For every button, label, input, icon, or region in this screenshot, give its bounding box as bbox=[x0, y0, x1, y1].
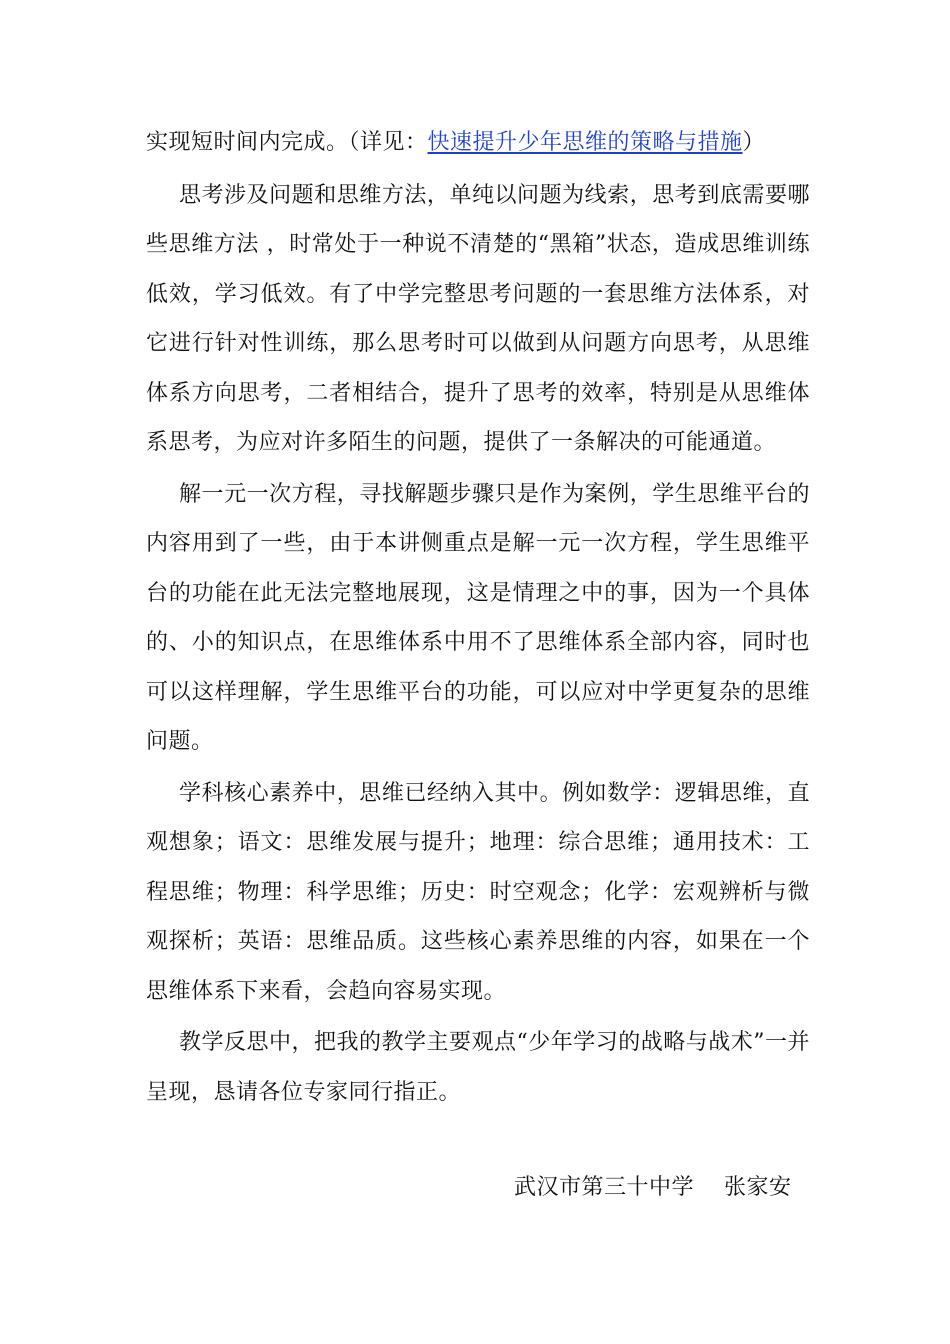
strategy-link[interactable]: 快速提升少年思维的策略与措施 bbox=[427, 130, 743, 155]
paragraph-1: 思考涉及问题和思维方法，单纯以问题为线索，思考到底需要哪些思维方法 ，时常处于一种说不清楚的“黑箱”状态，造成思维训练低效，学习低效。有了中学完整思考问题的一套思维方法体系，对它进行针对性训练，那么思考时可以做到从问题方向思考，从思维体系方向思考，二者相结合，提升了思考的效率，特别是从思维体系思考，为应对许多陌生的问题，提供了一条解决的可能通道。 bbox=[146, 182, 810, 455]
author-signature: 武汉市第三十中学 张家安 bbox=[514, 1175, 792, 1200]
paragraph-0 bbox=[146, 118, 810, 168]
paragraph-3: 学科核心素养中，思维已经纳入其中。例如数学：逻辑思维，直观想象；语文：思维发展与提升；地理：综合思维；通用技术：工程思维；物理：科学思维；历史：时空观念；化学：宏观辨析与微观探析；英语：思维品质。这些核心素养思维的内容，如果在一个思维体系下来看，会趋向容易实现。 bbox=[146, 780, 810, 1004]
paragraph-0-text: 实现短时间内完成。（详见： bbox=[146, 130, 428, 155]
paragraph-0-close: ） bbox=[742, 130, 766, 155]
paragraph-4: 教学反思中，把我的教学主要观点“少年学习的战略与战术”一并呈现，恳请各位专家同行指正。 bbox=[146, 1030, 810, 1105]
paragraph-2: 解一元一次方程，寻找解题步骤只是作为案例，学生思维平台的内容用到了一些，由于本讲侧重点是解一元一次方程，学生思维平台的功能在此无法完整地展现，这是情理之中的事，因为一个具体的、小的知识点，在思维体系中用不了思维体系全部内容，同时也可以这样理解，学生思维平台的功能，可以应对中学更复杂的思维问题。 bbox=[146, 481, 810, 754]
document-body bbox=[146, 118, 810, 1117]
